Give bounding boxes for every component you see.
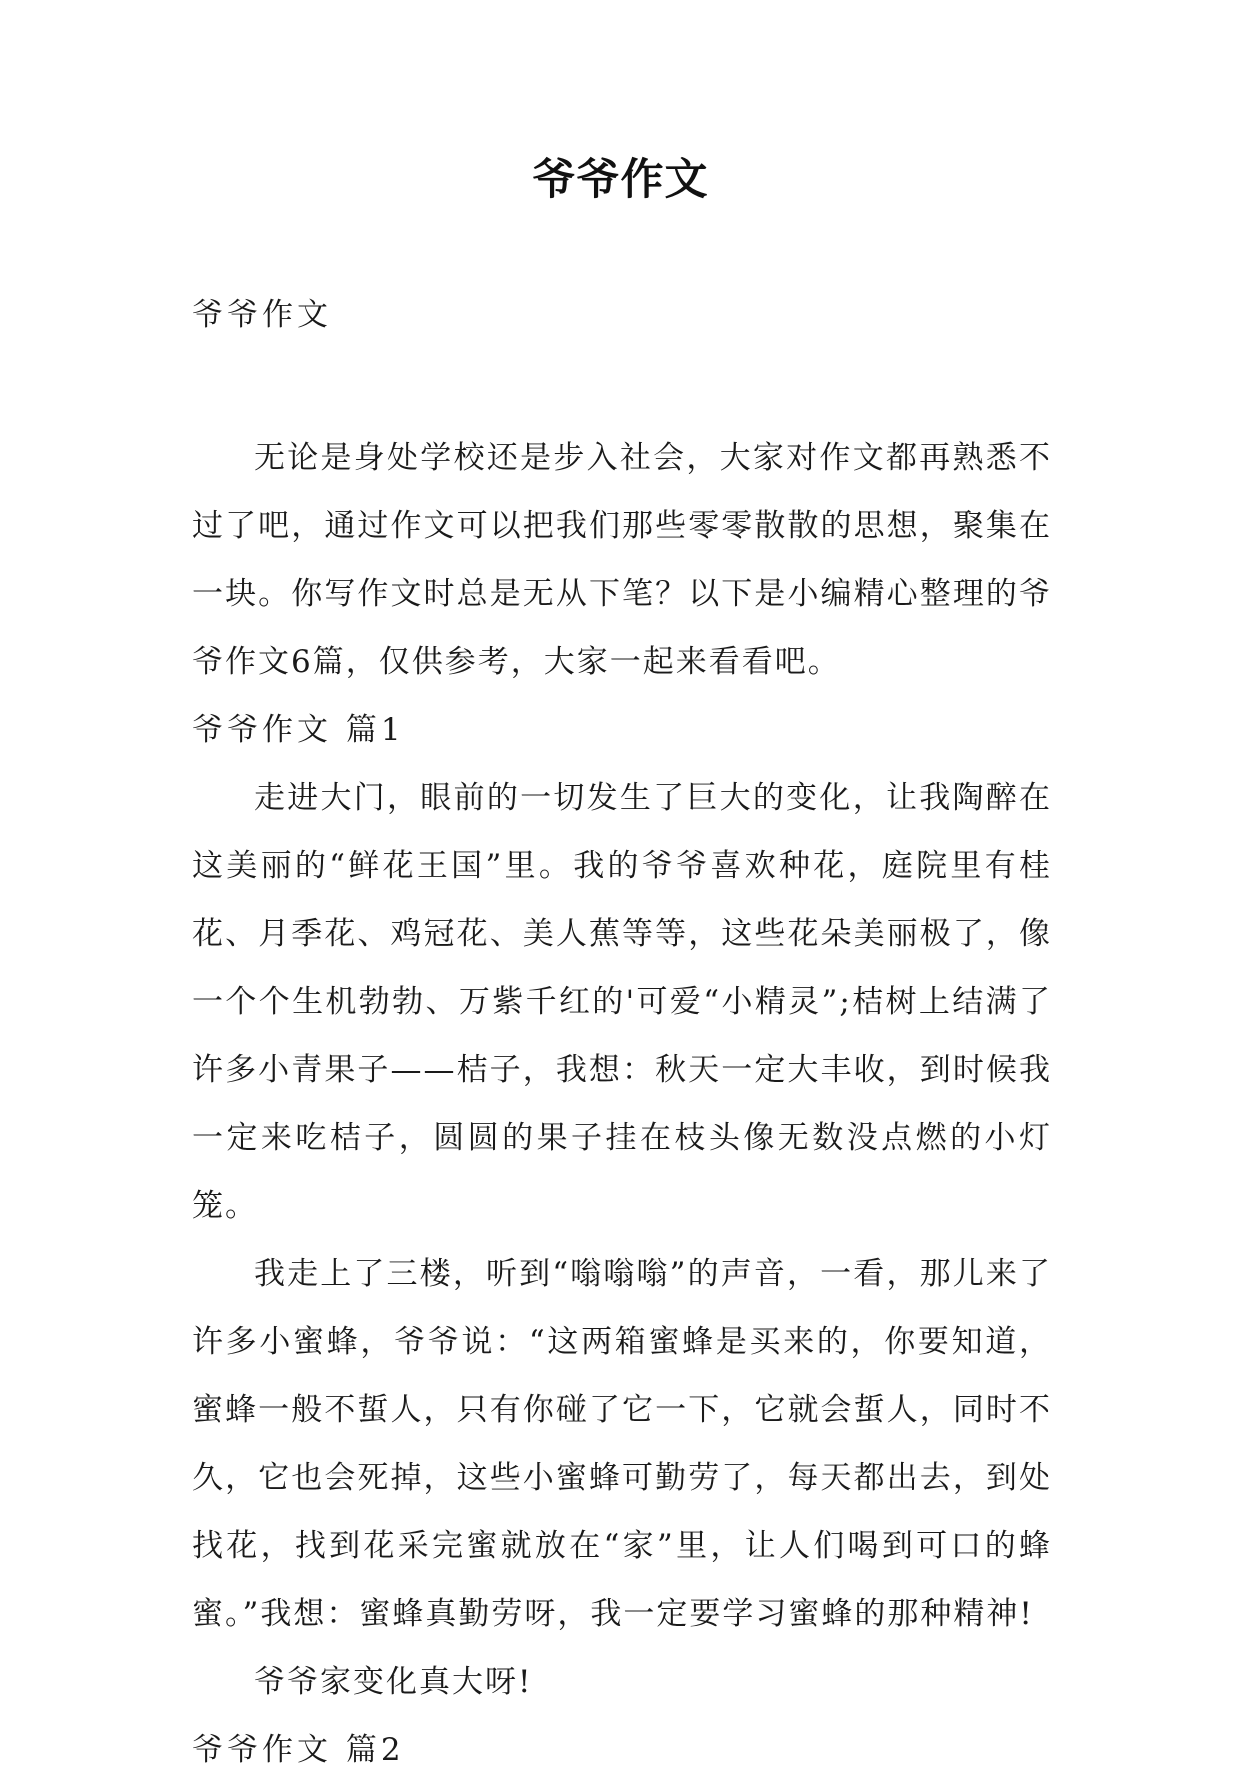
section-1-paragraph-3: 爷爷家变化真大呀! xyxy=(254,1664,533,1700)
section-1-paragraph-2: 我走上了三楼，听到“嗡嗡嗡”的声音，一看，那儿来了许多小蜜蜂，爷爷说：“这两箱蜜蜂是买来的，你要知道，蜜蜂一般不蜇人，只有你碰了它一下，它就会蜇人，同时不久，它也会死掉，这些小蜜蜂可勤劳了，每天都出去，到处找花，找到花采完蜜就放在“家”里，让人们喝到可口的蜂蜜。”我想：蜜蜂真勤劳呀，我一定要学习蜜蜂的那种精神! xyxy=(192,1256,1052,1632)
section-heading-2: 爷爷作文 篇2 xyxy=(192,1732,405,1768)
section-heading-1: 爷爷作文 篇1 xyxy=(192,712,405,748)
intro-paragraph: 无论是身处学校还是步入社会，大家对作文都再熟悉不过了吧，通过作文可以把我们那些零零散散的思想，聚集在一块。你写作文时总是无从下笔？以下是小编精心整理的爷爷作文6篇，仅供参考，大家一起来看看吧。 xyxy=(192,440,1052,680)
document-subtitle: 爷爷作文 xyxy=(192,297,332,333)
section-1-paragraph-1: 走进大门，眼前的一切发生了巨大的变化，让我陶醉在这美丽的“鲜花王国”里。我的爷爷喜欢种花，庭院里有桂花、月季花、鸡冠花、美人蕉等等，这些花朵美丽极了，像一个个生机勃勃、万紫千红的'可爱“小精灵”;桔树上结满了许多小青果子——桔子，我想：秋天一定大丰收，到时候我一定来吃桔子，圆圆的果子挂在枝头像无数没点燃的小灯笼。 xyxy=(192,780,1052,1224)
document-body xyxy=(192,286,1052,1784)
page-title: 爷爷作文 xyxy=(532,155,709,205)
